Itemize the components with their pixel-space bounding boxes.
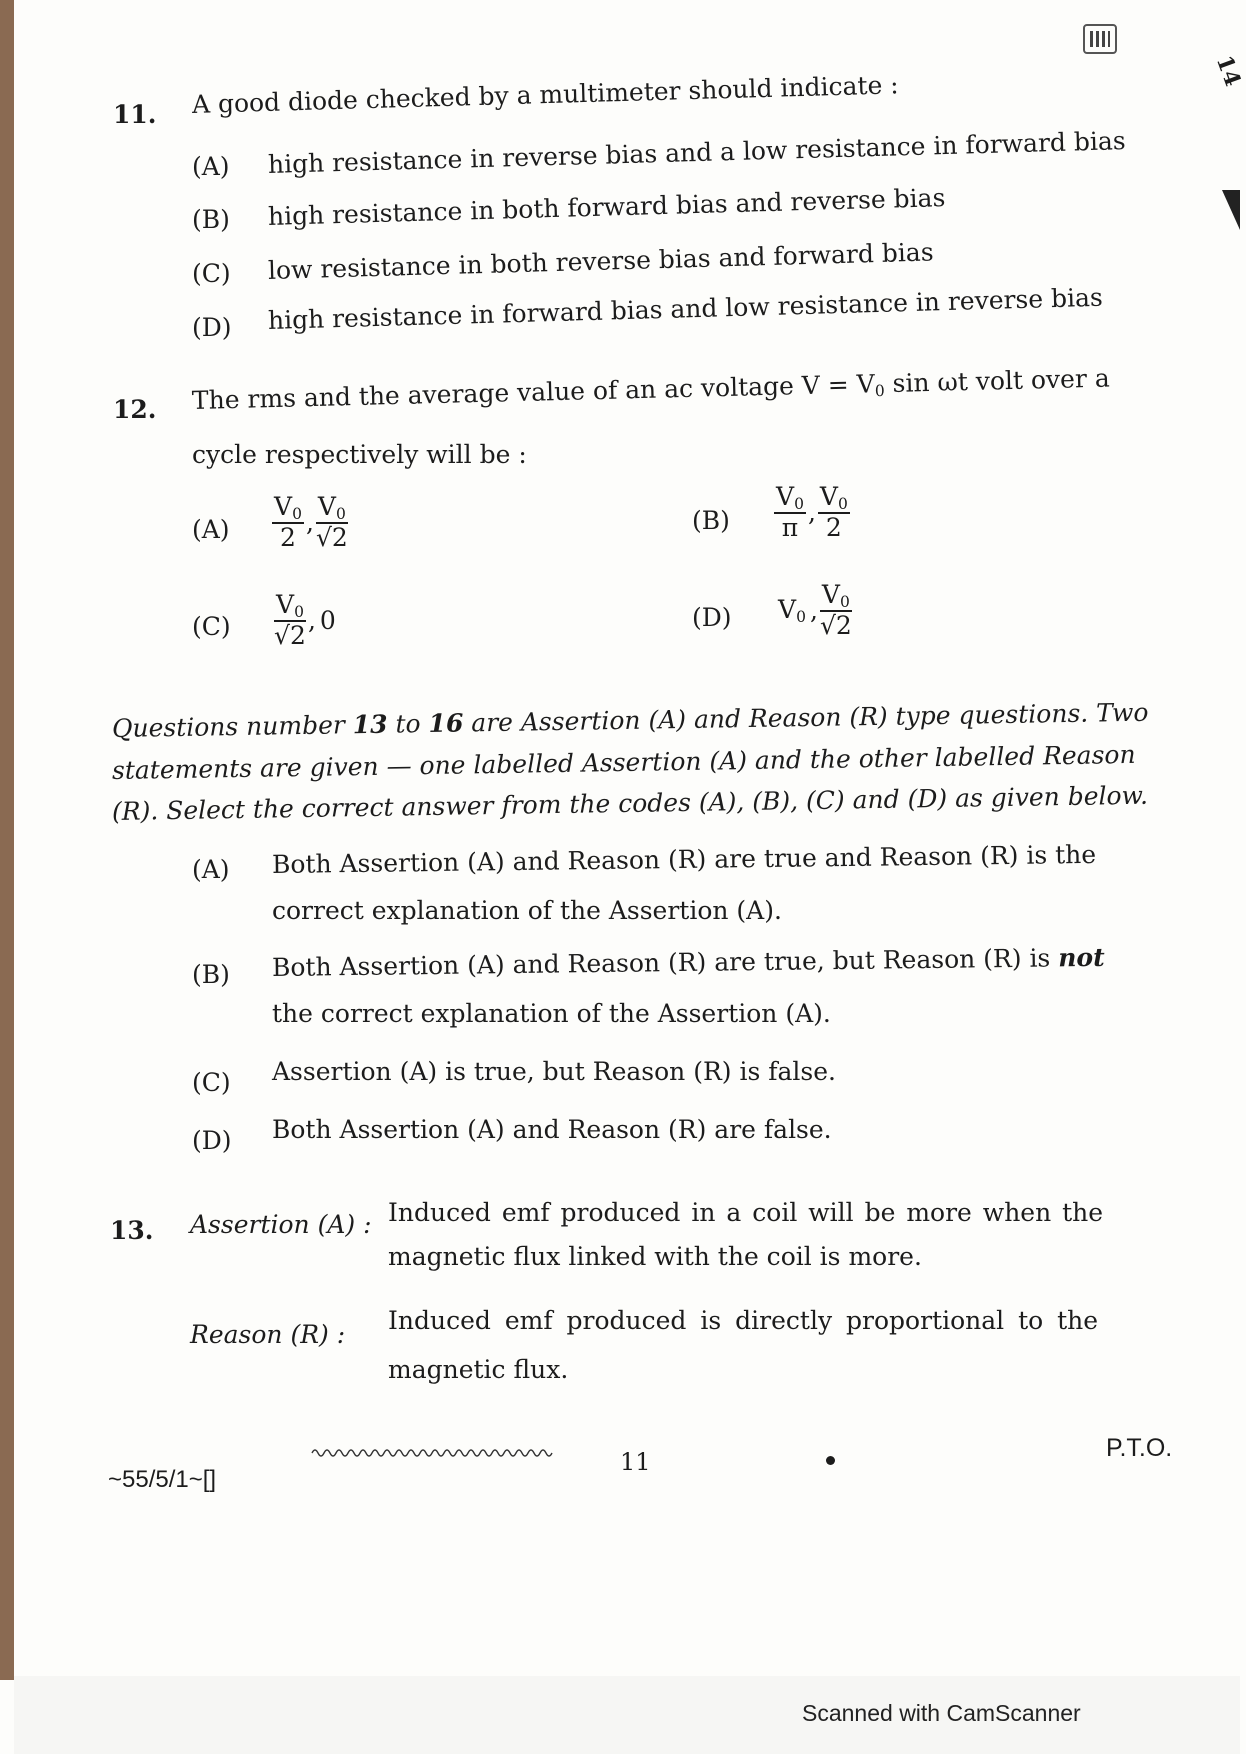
sub-zero: 0 bbox=[294, 602, 304, 621]
frac-v0-over-2 bbox=[818, 484, 850, 542]
q11-option-c-label: (C) bbox=[192, 259, 231, 288]
code-b-line1 bbox=[272, 943, 1105, 982]
q11-option-c-text: low resistance in both reverse bias and forward bias bbox=[267, 237, 934, 285]
v-symbol: V bbox=[778, 595, 797, 625]
v-symbol: V bbox=[274, 492, 293, 521]
comma: , bbox=[305, 508, 314, 538]
q11-option-a-text: high resistance in reverse bias and a low resistance in forward bias bbox=[267, 126, 1126, 179]
q12-option-a-math bbox=[272, 494, 348, 552]
code-b-label: (B) bbox=[192, 960, 230, 989]
frac-v0-over-sqrt2 bbox=[316, 494, 348, 552]
code-c-label: (C) bbox=[192, 1068, 231, 1097]
v0-term bbox=[776, 595, 808, 626]
instr-q13: 13 bbox=[352, 709, 388, 740]
frac-v0-over-2 bbox=[272, 494, 304, 552]
instr-q16: 16 bbox=[428, 708, 464, 739]
q12-option-d-math bbox=[776, 582, 852, 640]
pto-label: P.T.O. bbox=[1106, 1434, 1173, 1462]
sub-zero: 0 bbox=[837, 494, 848, 513]
code-a-line1: Both Assertion (A) and Reason (R) are true and Reason (R) is the bbox=[271, 839, 1097, 879]
instructions-line2: statements are given — one labelled Assertion (A) and the other labelled Reason bbox=[111, 739, 1136, 785]
comma: , bbox=[807, 498, 816, 528]
q12-option-b-label: (B) bbox=[692, 506, 730, 535]
corner-arrow-icon bbox=[1222, 190, 1240, 230]
squiggle-line-icon bbox=[312, 1446, 552, 1460]
sub-zero: 0 bbox=[292, 504, 302, 523]
code-c-line1: Assertion (A) is true, but Reason (R) is false. bbox=[272, 1057, 836, 1086]
code-b-line2: the correct explanation of the Assertion (A). bbox=[272, 999, 831, 1028]
q11-number: 11. bbox=[113, 100, 157, 129]
q13-assertion-label: Assertion (A) : bbox=[190, 1210, 372, 1239]
instructions-line1 bbox=[112, 698, 1149, 744]
denominator-2: 2 bbox=[280, 523, 296, 553]
v-symbol: V bbox=[821, 580, 840, 609]
denominator-pi: π bbox=[781, 513, 799, 543]
q12-option-c-math bbox=[274, 592, 338, 650]
qr-code-icon bbox=[1083, 24, 1117, 54]
code-d-label: (D) bbox=[192, 1126, 232, 1155]
v-symbol: V bbox=[276, 590, 295, 619]
denominator-sqrt2: √2 bbox=[274, 621, 306, 651]
zero-value: 0 bbox=[319, 606, 336, 636]
code-b-text: Both Assertion (A) and Reason (R) are true, but Reason (R) is bbox=[271, 943, 1059, 982]
frac-v0-over-sqrt2 bbox=[274, 592, 306, 650]
sub-zero: 0 bbox=[794, 494, 804, 513]
q12-option-a-label: (A) bbox=[192, 515, 230, 544]
q12-stem-line2: cycle respectively will be : bbox=[192, 440, 527, 469]
code-d-line1: Both Assertion (A) and Reason (R) are false. bbox=[272, 1115, 832, 1144]
code-a-line2: correct explanation of the Assertion (A). bbox=[272, 896, 782, 925]
q12-option-b-math bbox=[774, 484, 850, 542]
q12-number: 12. bbox=[113, 395, 157, 424]
denominator-2: 2 bbox=[825, 513, 842, 543]
q12-stem-text-end: sin ωt volt over a bbox=[884, 363, 1111, 399]
instructions-line3: (R). Select the correct answer from the codes (A), (B), (C) and (D) as given below. bbox=[111, 780, 1149, 826]
comma: , bbox=[809, 596, 818, 626]
q13-number: 13. bbox=[110, 1216, 154, 1245]
comma: , bbox=[307, 606, 316, 636]
q12-option-d-label: (D) bbox=[692, 603, 732, 632]
q11-option-b-text: high resistance in both forward bias and reverse bias bbox=[267, 183, 946, 231]
page-left-edge bbox=[0, 0, 14, 1680]
q13-reason-label: Reason (R) : bbox=[190, 1320, 346, 1349]
paper-code: ~55/5/1~[] bbox=[108, 1466, 217, 1493]
instr-text: Questions number bbox=[111, 710, 353, 743]
q11-stem: A good diode checked by a multimeter should indicate : bbox=[191, 70, 900, 119]
sub-zero: 0 bbox=[839, 592, 850, 611]
corner-page-number: 14 bbox=[1210, 52, 1246, 90]
q11-option-d-text: high resistance in forward bias and low resistance in reverse bias bbox=[267, 282, 1104, 335]
frac-v0-over-pi bbox=[774, 484, 806, 542]
instr-text-to: to bbox=[387, 709, 429, 739]
code-a-label: (A) bbox=[192, 855, 230, 884]
q13-reason-line1: Induced emf produced is directly proportional to the bbox=[388, 1306, 1099, 1335]
q12-stem-subscript: 0 bbox=[874, 381, 886, 401]
q13-assertion-line2: magnetic flux linked with the coil is more. bbox=[388, 1242, 922, 1271]
q12-stem-line1 bbox=[192, 364, 1110, 418]
instr-text-end: are Assertion (A) and Reason (R) type questions. Two bbox=[463, 697, 1149, 738]
q12-stem-text: The rms and the average value of an ac voltage V = V bbox=[191, 369, 876, 415]
v-symbol: V bbox=[819, 482, 838, 511]
q11-option-d-label: (D) bbox=[192, 313, 232, 342]
q11-option-b-label: (B) bbox=[192, 205, 230, 234]
page-number: 11 bbox=[620, 1448, 651, 1476]
v-symbol: V bbox=[776, 482, 795, 511]
q11-option-a-label: (A) bbox=[192, 152, 230, 181]
code-b-not: not bbox=[1058, 942, 1105, 973]
dot-mark bbox=[826, 1456, 835, 1465]
sub-zero: 0 bbox=[335, 504, 346, 523]
sub-zero: 0 bbox=[796, 608, 806, 627]
denominator-sqrt2: √2 bbox=[315, 523, 348, 553]
camscanner-watermark: Scanned with CamScanner bbox=[802, 1700, 1081, 1726]
q13-assertion-line1: Induced emf produced in a coil will be more when the bbox=[388, 1198, 1104, 1227]
frac-v0-over-sqrt2 bbox=[820, 582, 852, 640]
q12-option-c-label: (C) bbox=[192, 612, 231, 641]
q13-reason-line2: magnetic flux. bbox=[388, 1355, 569, 1384]
denominator-sqrt2: √2 bbox=[819, 611, 852, 641]
v-symbol: V bbox=[317, 492, 336, 521]
